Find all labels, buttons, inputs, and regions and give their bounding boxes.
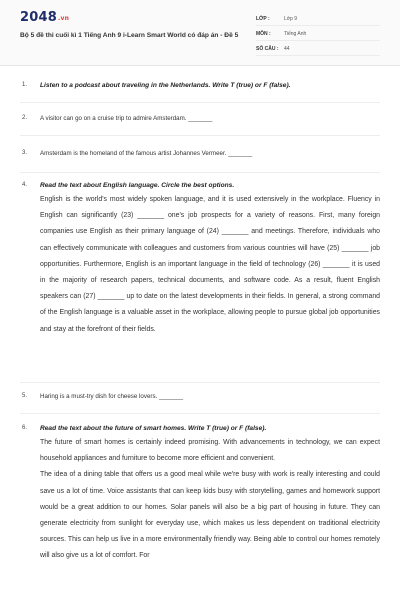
logo-text: 2048 — [20, 10, 57, 25]
question-instruction: Read the text about the future of smart homes. Write T (true) or F (false). — [40, 425, 267, 432]
passage-paragraph: The idea of a dining table that offers us a good meal while we're busy with work is really interesting and could save us a lot of time. Voice assistants that can keep kids busy with storytelling, games and homework support would be a great addition to our homes. Solar panels will also be a big part of housing in future. They can generate electricity from sunlight for everyday use, which makes us less dependent on traditional electricity sources. This can help us live in a more environmentally friendly way. Being able to control our homes remotely will also give us a lot of comfort. For — [40, 471, 380, 560]
question-instruction: Listen to a podcast about traveling in the Netherlands. Write T (true) or F (false). — [40, 82, 291, 89]
reading-passage-english — [40, 192, 380, 376]
divider — [20, 413, 380, 414]
meta-count-label: SỐ CÂU : — [256, 46, 279, 52]
site-logo[interactable] — [20, 10, 69, 25]
question-number: 1. — [22, 82, 28, 88]
divider — [20, 135, 380, 136]
question-text: A visitor can go on a cruise trip to admire Amsterdam. _______ — [40, 115, 213, 122]
divider — [20, 102, 380, 103]
meta-subject-row — [256, 29, 380, 41]
question-number: 2. — [22, 115, 28, 121]
meta-count-row — [256, 44, 380, 56]
document-title: Bộ 5 đề thi cuối kì 1 Tiếng Anh 9 i-Learn Smart World có đáp án - Đề 5 — [20, 32, 239, 39]
logo-tld: .vn — [57, 15, 70, 22]
question-number: 4. — [22, 182, 28, 188]
document-header — [0, 0, 400, 66]
question-number: 3. — [22, 150, 28, 156]
meta-class-label: LỚP : — [256, 16, 270, 22]
passage-paragraph: The future of smart homes is certainly indeed promising. With advancements in technology, we can expect household appliances and furniture to become more efficient and convenient. — [40, 439, 380, 463]
divider — [20, 172, 380, 173]
meta-class-row — [256, 14, 380, 26]
question-text: Haring is a must-try dish for cheese lovers. _______ — [40, 393, 184, 400]
question-number: 5. — [22, 393, 28, 399]
question-text: Amsterdam is the homeland of the famous artist Johannes Vermeer. _______ — [40, 150, 253, 157]
question-instruction: Read the text about English language. Circle the best options. — [40, 182, 235, 189]
passage-paragraph: English is the world's most widely spoken language, and it is used extensively in the workplace. Fluency in English can significantly (23) _______ one's job prospects for a variety of reasons. First, many foreign companies use English as their primary language of (24) _______ and meetings. Therefore, individuals who can effectively communicate with colleagues and customers from various countries will have (25) _______ job opportunities. Furthermore, English is an important language in the field of technology (26) _______ it is used in the majority of research papers, technical documents, and software code. As a result, fluent English speakers can (27) _______ up to date on the latest developments in their fields. In general, a strong command of the English language is a valuable asset in the workplace, allowing people to pursue global job opportunities and stay at the forefront of their fields. — [40, 196, 380, 333]
divider — [20, 382, 380, 383]
question-number: 6. — [22, 425, 28, 431]
meta-subject-label: MÔN : — [256, 31, 271, 37]
meta-class-value: Lớp 9 — [284, 16, 298, 22]
meta-count-value: 44 — [284, 46, 290, 52]
reading-passage-smart-homes — [40, 435, 380, 600]
meta-subject-value: Tiếng Anh — [284, 31, 307, 37]
